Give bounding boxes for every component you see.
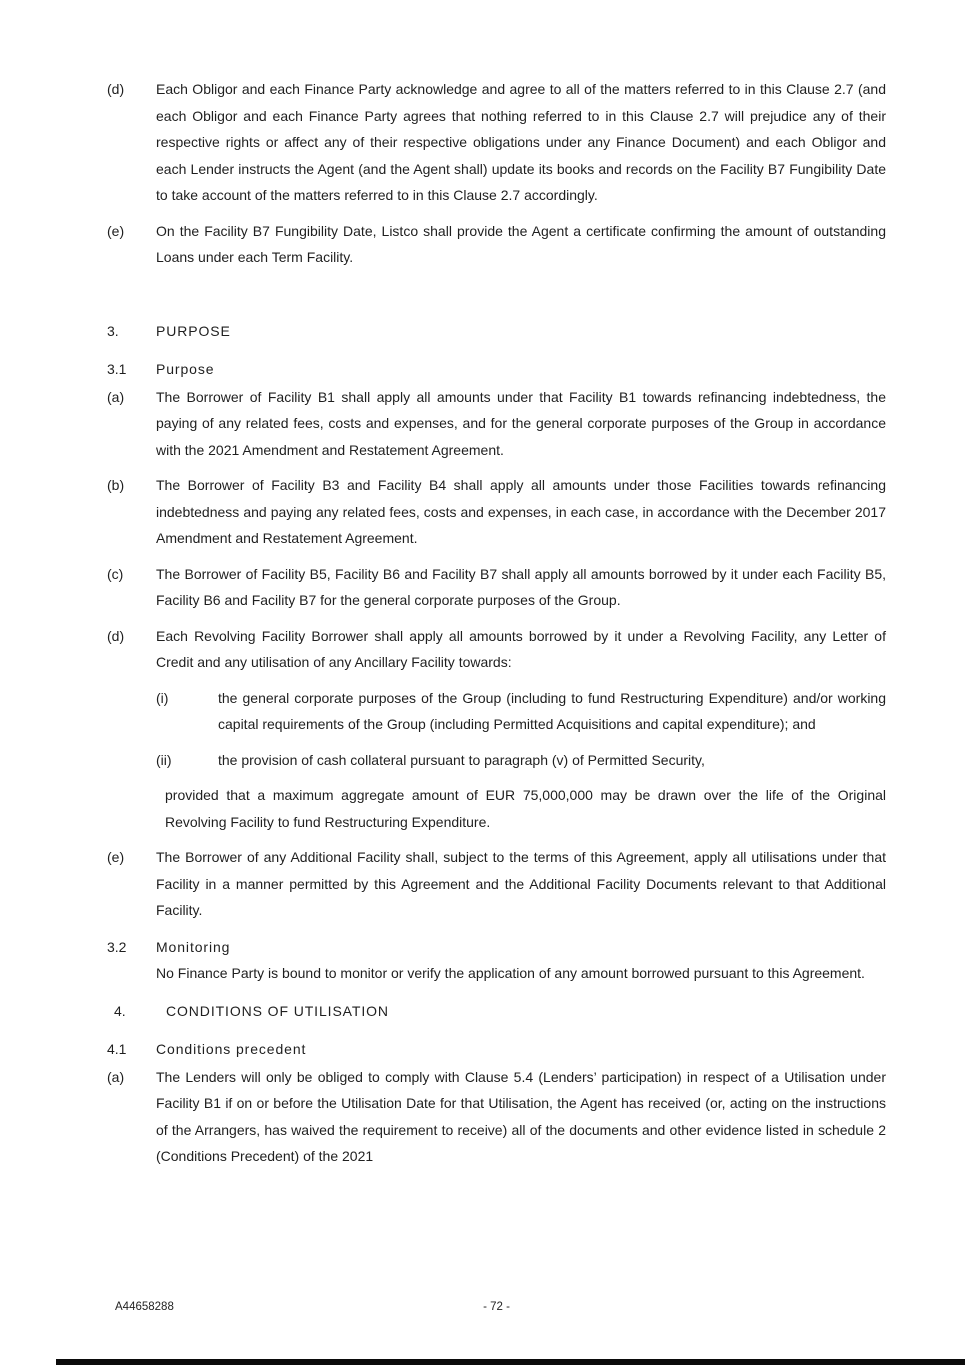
section-heading-3	[107, 318, 886, 345]
clause-text: The Lenders will only be obliged to comply with Clause 5.4 (Lenders’ participation) in respect of a Utilisation under Facility B1 if on or before the Utilisation Date for that Utilisation, the Agent has received (or, acting on the instructions of the Arrangers, has waived the requirement to receive) all of the documents and other evidence listed in schedule 2 (Conditions Precedent) of the 2021	[156, 1068, 886, 1164]
clause-3-1-c	[107, 561, 886, 614]
subsection-number: 4.1	[107, 1041, 127, 1057]
subclause-label: (i)	[156, 689, 169, 706]
page-number: - 72 -	[483, 1301, 510, 1313]
section-number: 3.	[107, 322, 119, 339]
clause-label: (b)	[107, 477, 125, 493]
clause-3-1-d	[107, 623, 886, 676]
section-title: CONDITIONS OF UTILISATION	[166, 1002, 389, 1019]
clause-text: The Borrower of Facility B1 shall apply all amounts under that Facility B1 towards refinancing indebtedness, the paying of any related fees, costs and expenses, and for the general corporate purposes of the Group in accordance with the 2021 Amendment and Restatement Agreement.	[156, 388, 886, 458]
clause-text: The Borrower of Facility B5, Facility B6 and Facility B7 shall apply all amounts borrowed by it under each Facility B5, Facility B6 and Facility B7 for the general corporate purposes of the Group.	[156, 565, 886, 608]
document-reference: A44658288	[115, 1301, 174, 1313]
subsection-number: 3.2	[107, 938, 127, 955]
clause-2-7-d	[107, 76, 886, 209]
clause-label: (d)	[107, 627, 125, 644]
clause-label: (c)	[107, 565, 124, 582]
clause-4-1-a	[107, 1064, 886, 1170]
subsection-heading-4-1	[107, 1036, 886, 1063]
clause-text: Each Obligor and each Finance Party acknowledge and agree to all of the matters referred to in this Clause 2.7 (and each Obligor and each Finance Party agrees that nothing referred to in this Clause 2.7 will prejudice any of their respective rights or affect any of their respective obligations under any Finance Document) and each Obligor and each Lender instructs the Agent (and the Agent shall) update its books and records on the Facility B7 Fungibility Date to take account of the matters referred to in this Clause 2.7 accordingly.	[156, 81, 886, 203]
subclause-label: (ii)	[156, 751, 172, 768]
subsection-title: Purpose	[156, 361, 215, 377]
clause-label: (e)	[107, 222, 125, 239]
clause-2-7-e	[107, 218, 886, 271]
proviso-paragraph: provided that a maximum aggregate amount of EUR 75,000,000 may be drawn over the life of the Original Revolving Facility to fund Restructuring Expenditure.	[165, 787, 886, 830]
subclause-3-1-d-i	[156, 685, 886, 738]
page-footer	[0, 1294, 965, 1320]
subsection-text: No Finance Party is bound to monitor or verify the application of any amount borrowed pursuant to this Agreement.	[156, 965, 865, 981]
clause-text: The Borrower of any Additional Facility shall, subject to the terms of this Agreement, apply all utilisations under that Facility in a manner permitted by this Agreement and the Additional Facility Documents relevant to that Additional Facility.	[156, 849, 886, 918]
section-heading-4	[107, 998, 886, 1025]
clause-3-1-b	[107, 472, 886, 552]
subclause-text: the general corporate purposes of the Group (including to fund Restructuring Expenditure) and/or working capital requirements of the Group (including Permitted Acquisitions and capital expenditure); and	[218, 689, 886, 732]
subsection-number: 3.1	[107, 361, 127, 377]
section-number: 4.	[114, 1002, 126, 1019]
clause-text: On the Facility B7 Fungibility Date, Listco shall provide the Agent a certificate confirming the amount of outstanding Loans under each Term Facility.	[156, 222, 886, 265]
clause-3-1-e	[107, 844, 886, 924]
subclause-3-1-d-ii	[156, 747, 886, 774]
subsection-3-2	[107, 934, 886, 987]
clause-label: (a)	[107, 388, 125, 405]
clause-3-1-a	[107, 384, 886, 464]
subsection-title: Conditions precedent	[156, 1041, 307, 1057]
document-content	[107, 76, 886, 1170]
subclause-text: the provision of cash collateral pursuant to paragraph (v) of Permitted Security,	[218, 751, 705, 768]
subsection-heading-3-1	[107, 356, 886, 383]
subsection-title: Monitoring	[156, 938, 231, 955]
clause-text: Each Revolving Facility Borrower shall apply all amounts borrowed by it under a Revolving Facility, any Letter of Credit and any utilisation of any Ancillary Facility towards:	[156, 627, 886, 670]
bottom-edge-bar	[56, 1359, 965, 1365]
section-title: PURPOSE	[156, 322, 231, 339]
clause-text: The Borrower of Facility B3 and Facility B4 shall apply all amounts under those Facilities towards refinancing indebtedness and paying any related fees, costs and expenses, in each case, in accordance with the December 2017 Amendment and Restatement Agreement.	[156, 477, 886, 546]
clause-label: (d)	[107, 81, 125, 97]
clause-label: (e)	[107, 849, 125, 865]
clause-label: (a)	[107, 1068, 125, 1085]
